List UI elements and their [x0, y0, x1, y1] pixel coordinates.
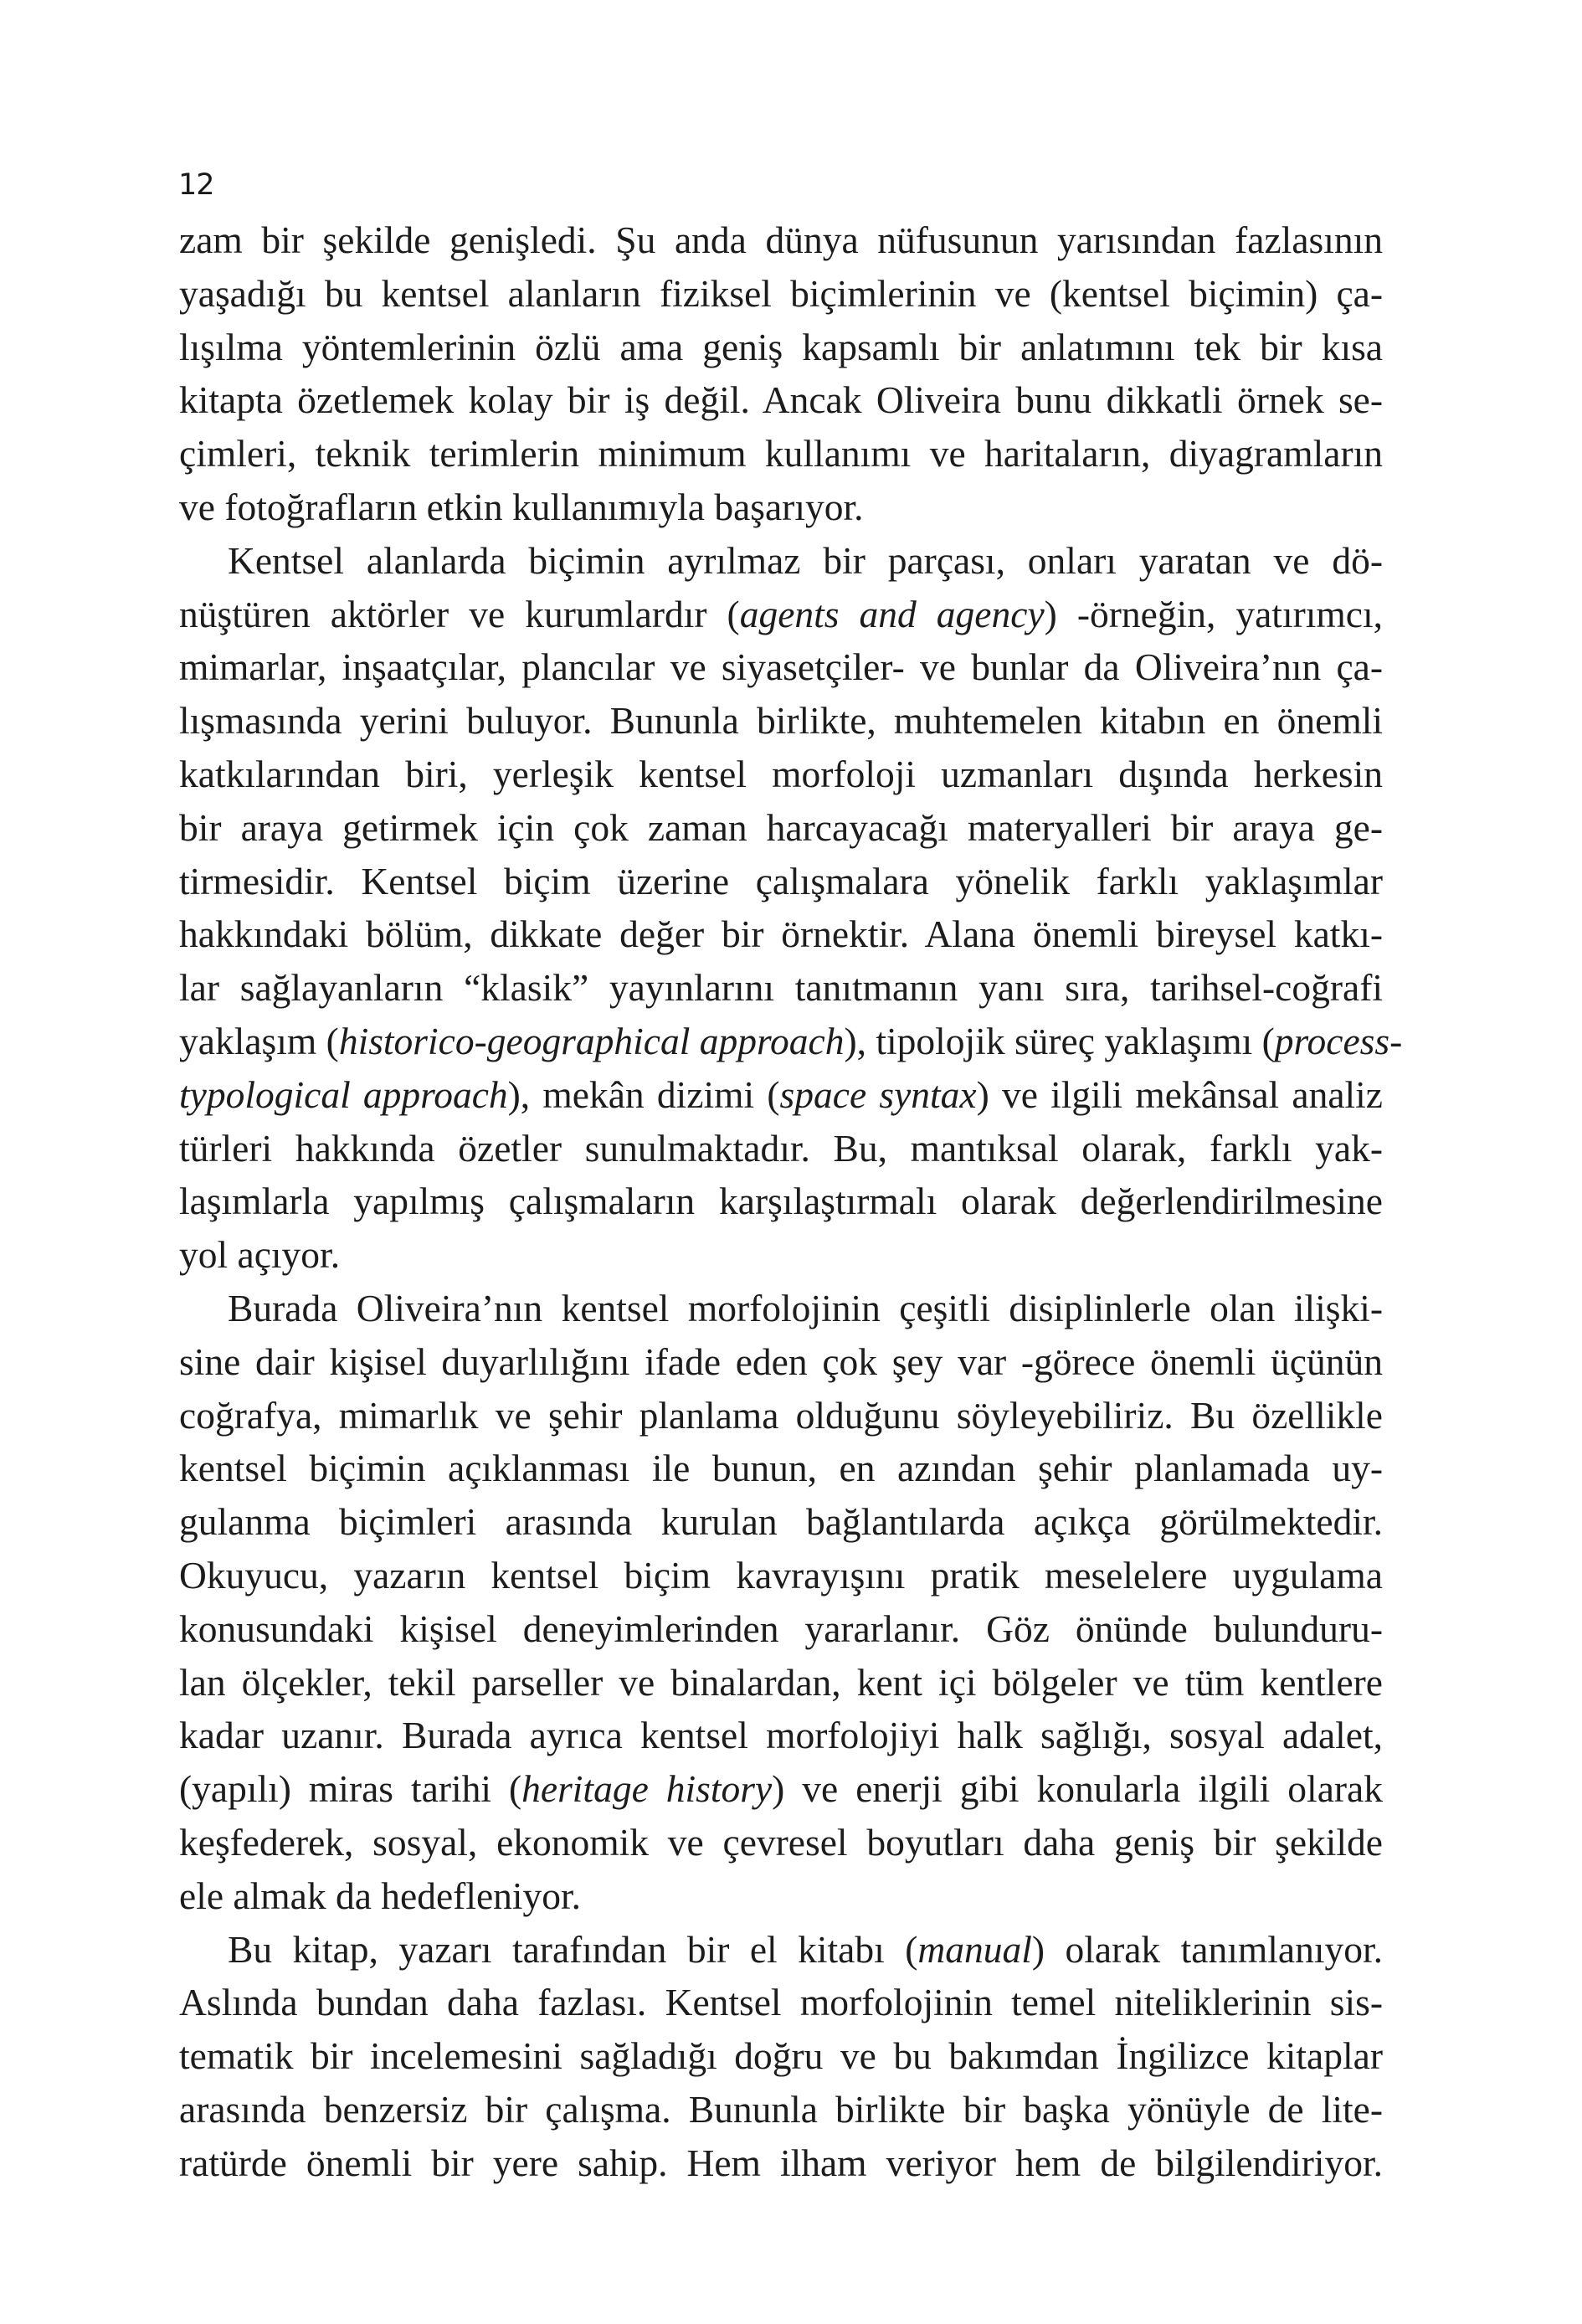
text-segment: keşfederek, sosyal, ekonomik ve çevresel boyutları daha geniş bir şekilde [179, 1820, 1383, 1864]
text-line [179, 2083, 1383, 2136]
text-line [179, 1335, 1383, 1389]
text-segment: zam bir şekilde genişledi. Şu anda dünya nüfusunun yarısından fazlasının [179, 219, 1383, 261]
text-segment: yaşadığı bu kentsel alanların fiziksel biçimlerinin ve (kentsel biçimin) ça- [179, 271, 1383, 315]
italic-term: heritage history [521, 1767, 773, 1811]
text-segment: ratürde önemli bir yere sahip. Hem ilham veriyor hem de bilgilendiriyor. [179, 2141, 1383, 2184]
text-segment: laşımlarla yapılmış çalışmaların karşılaştırmalı olarak değerlendirilmesine [179, 1180, 1383, 1223]
text-segment: tirmesidir. Kentsel biçim üzerine çalışmalara yönelik farklı yaklaşımlar [179, 859, 1383, 902]
text-segment: nüştüren aktörler ve kurumlardır ( [179, 592, 740, 635]
paragraph [179, 1923, 1383, 2190]
text-line [179, 588, 1383, 641]
text-line [179, 1923, 1383, 1977]
text-line [179, 1709, 1383, 1762]
text-line [179, 694, 1383, 748]
paragraph [179, 534, 1403, 1282]
text-line [179, 321, 1383, 374]
italic-term: historico-geographical approach [338, 1019, 845, 1062]
paragraph [179, 213, 1383, 534]
italic-term: agents and agency [739, 592, 1045, 635]
text-segment: mimarlar, inşaatçılar, plancılar ve siyasetçiler- ve bunlar da Oliveira’nın ça- [179, 645, 1383, 689]
text-segment: yaklaşım ( [179, 1019, 339, 1062]
text-line [179, 1869, 1383, 1923]
text-segment: arasında benzersiz bir çalışma. Bununla birlikte bir başka yönüyle de lite- [179, 2087, 1383, 2131]
text-line [179, 481, 1383, 534]
paragraph [179, 1282, 1383, 1923]
text-segment: kadar uzanır. Burada ayrıca kentsel morfolojiyi halk sağlığı, sosyal adalet, [179, 1714, 1383, 1757]
text-line [179, 1228, 1383, 1282]
text-line [179, 373, 1383, 427]
text-segment: lan ölçekler, tekil parseller ve binalardan, kent içi bölgeler ve tüm kentlere [179, 1660, 1383, 1704]
text-segment: ve fotoğrafların etkin kullanımıyla başarıyor. [179, 485, 864, 528]
text-segment: Burada Oliveira’nın kentsel morfolojinin çeşitli disiplinlerle olan ilişki- [228, 1286, 1383, 1329]
text-line [179, 1175, 1383, 1228]
italic-term: manual [917, 1927, 1032, 1971]
text-line [179, 961, 1383, 1015]
text-segment: konusundaki kişisel deneyimlerinden yararlanır. Göz önünde bulunduru- [179, 1607, 1383, 1650]
text-segment: türleri hakkında özetler sunulmaktadır. Bu, mantıksal olarak, farklı yak- [179, 1126, 1383, 1170]
text-segment: gulanma biçimleri arasında kurulan bağlantılarda açıkça görülmektedir. [179, 1500, 1383, 1544]
text-segment: Bu kitap, yazarı tarafından bir el kitabı ( [228, 1927, 918, 1971]
text-segment: bir araya getirmek için çok zaman harcayacağı materyalleri bir araya ge- [179, 805, 1383, 849]
text-line [179, 801, 1383, 855]
text-segment: kentsel biçimin açıklanması ile bunun, en azından şehir planlamada uy- [179, 1447, 1383, 1490]
text-line [179, 1656, 1383, 1710]
text-line [179, 267, 1383, 321]
text-segment: sine dair kişisel duyarlılığını ifade eden çok şey var -görece önemli üçünün [179, 1339, 1383, 1383]
text-line [179, 2136, 1383, 2190]
text-line [179, 1816, 1383, 1869]
text-segment: ), tipolojik süreç yaklaşımı ( [844, 1019, 1275, 1062]
text-line [179, 1762, 1383, 1816]
text-line [179, 748, 1383, 801]
text-line [179, 907, 1383, 961]
text-segment: ele almak da hedefleniyor. [179, 1874, 582, 1917]
body-text [179, 213, 1403, 2189]
text-segment: ) ve enerji gibi konularla ilgili olarak [772, 1767, 1383, 1811]
text-segment: ) ve ilgili mekânsal analiz [976, 1072, 1383, 1116]
text-segment: lar sağlayanların “klasik” yayınlarını tanıtmanın yanı sıra, tarihsel-coğrafi [179, 966, 1383, 1010]
text-line [179, 1602, 1383, 1656]
text-segment: (yapılı) miras tarihi ( [179, 1767, 522, 1811]
text-segment: yol açıyor. [179, 1233, 341, 1277]
text-line [179, 1122, 1383, 1175]
text-segment: tematik bir incelemesini sağladığı doğru ve bu bakımdan İngilizce kitaplar [179, 2034, 1383, 2078]
text-line [179, 1015, 1403, 1068]
text-segment: lışılma yöntemlerinin özlü ama geniş kapsamlı bir anlatımını tek bir kısa [179, 325, 1383, 368]
text-line [179, 640, 1383, 694]
italic-term: space syntax [779, 1072, 977, 1116]
page-number: 12 [178, 168, 214, 202]
text-segment: ) -örneğin, yatırımcı, [1044, 592, 1383, 635]
text-line [179, 534, 1383, 588]
text-line [179, 1549, 1383, 1602]
text-segment: lışmasında yerini buluyor. Bununla birlikte, muhtemelen kitabın en önemli [179, 699, 1383, 743]
text-line [179, 855, 1383, 908]
text-segment: Okuyucu, yazarın kentsel biçim kavrayışını pratik meselelere uygulama [179, 1553, 1383, 1596]
text-segment: coğrafya, mimarlık ve şehir planlama olduğunu söyleyebiliriz. Bu özellikle [179, 1393, 1383, 1437]
text-line [179, 2029, 1383, 2083]
text-segment: ) olarak tanımlanıyor. [1031, 1927, 1383, 1971]
text-segment: ), mekân dizimi ( [507, 1072, 780, 1116]
text-line [179, 1976, 1383, 2029]
text-line [179, 1068, 1383, 1122]
text-line [179, 1282, 1383, 1335]
text-line [179, 1389, 1383, 1442]
text-segment: katkılarından biri, yerleşik kentsel morfoloji uzmanları dışında herkesin [179, 752, 1383, 795]
text-segment: çimleri, teknik terimlerin minimum kullanımı ve haritaların, diyagramların [179, 432, 1383, 476]
text-segment: kitapta özetlemek kolay bir iş değil. Ancak Oliveira bunu dikkatli örnek se- [179, 378, 1383, 422]
text-line [179, 427, 1383, 481]
text-segment: Kentsel alanlarda biçimin ayrılmaz bir parçası, onları yaratan ve dö- [228, 538, 1383, 582]
italic-term: typological approach [179, 1072, 508, 1116]
text-segment: hakkındaki bölüm, dikkate değer bir örnektir. Alana önemli bireysel katkı- [179, 913, 1383, 956]
text-segment: Aslında bundan daha fazlası. Kentsel morfolojinin temel niteliklerinin sis- [179, 1981, 1383, 2024]
text-line [179, 1495, 1383, 1549]
text-line [179, 1442, 1383, 1495]
text-line [179, 213, 1383, 267]
italic-term: process- [1274, 1019, 1403, 1062]
